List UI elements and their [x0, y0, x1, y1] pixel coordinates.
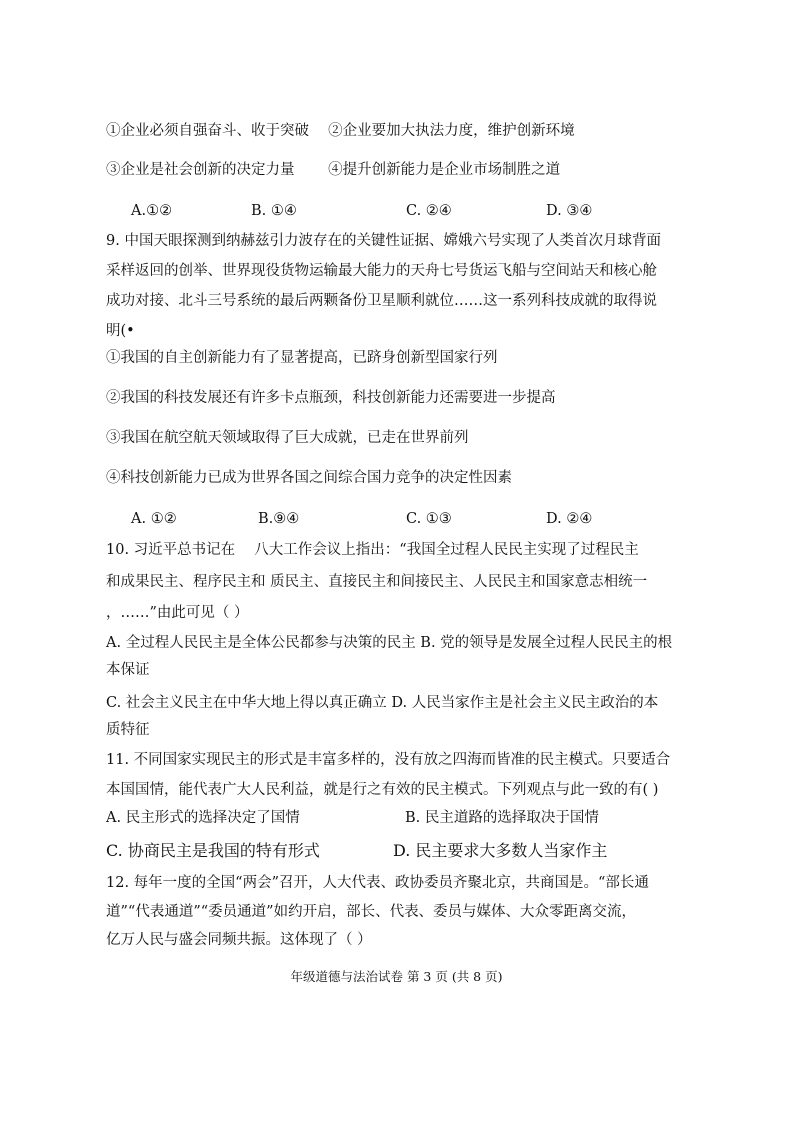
q9-statement-3: ③我国在航空航天领域取得了巨大成就，已走在世界前列 [106, 430, 469, 446]
q10-stem-line-3: ，……”由此可见（ ） [106, 605, 249, 621]
q12-stem-line-2: 道”“代表通道”“委员通道”如约开启，部长、代表、委员与媒体、大众零距离交流， [106, 904, 637, 920]
q9-stem-line-3: 成功对接、北斗三号系统的最后两颗备份卫星顺利就位……这一系列科技成就的取得说 [106, 293, 657, 309]
q10-option-line-3: C. 社会主义民主在中华大地上得以真正确立 D. 人民当家作主是社会主义民主政治的本 [106, 695, 659, 711]
q10-option-line-2: 本保证 [106, 662, 150, 678]
q9-statement-2: ②我国的科技发展还有许多卡点瓶颈，科技创新能力还需要进一步提高 [106, 390, 556, 406]
q9-stem-line-4: 明(• [106, 323, 135, 339]
q11-option-a: A. 民主形式的选择决定了国情 [106, 810, 300, 826]
q9-stem-line-2: 采样返回的创举、世界现役货物运输最大能力的天舟七号货运飞船与空间站天和核心舱 [106, 263, 657, 279]
page-footer: 年级道德与法治试卷 第 3 页 (共 8 页) [290, 969, 503, 984]
q8-statement-row-2: ③企业是社会创新的决定力量 ④提升创新能力是企业市场制胜之道 [106, 162, 561, 178]
q9-statement-4: ④科技创新能力已成为世界各国之间综合国力竞争的决定性因素 [106, 470, 512, 486]
q12-stem-line-3: 亿万人民与盛会同频共振。这体现了（ ） [106, 932, 372, 948]
q10-option-line-1: A. 全过程人民民主是全体公民都参与决策的民主 B. 党的领导是发展全过程人民民主的根 [106, 635, 673, 651]
q10-stem-line-1: 10. 习近平总书记在 八大工作会议上指出：“我国全过程人民民主实现了过程民主 [106, 542, 639, 558]
q11-option-b: B. 民主道路的选择取决于国情 [405, 810, 599, 826]
q8-option-b: B. ①④ [251, 203, 297, 219]
q11-option-c: C. 协商民主是我国的特有形式 [106, 841, 320, 860]
q9-stem-line-1: 9. 中国天眼探测到纳赫兹引力波存在的关键性证据、嫦娥六号实现了人类首次月球背面 [106, 233, 661, 249]
q11-stem-line-1: 11. 不同国家实现民主的形式是丰富多样的，没有放之四海而皆准的民主模式。只要适合 [106, 752, 671, 768]
q9-option-d: D. ②④ [546, 511, 593, 527]
q8-option-c: C. ②④ [406, 203, 452, 219]
q8-statement-row-1: ①企业必须自强奋斗、收于突破 ②企业要加大执法力度，维护创新环境 [106, 123, 575, 139]
q11-option-d: D. 民主要求大多数人当家作主 [393, 841, 608, 860]
q9-option-c: C. ①③ [406, 511, 452, 527]
q10-stem-line-2: 和成果民主、程序民主和 质民主、直接民主和间接民主、人民民主和国家意志相统一 [106, 574, 648, 590]
q9-statement-1: ①我国的自主创新能力有了显著提高，已跻身创新型国家行列 [106, 350, 498, 366]
q9-option-b: B.⑨④ [258, 511, 300, 527]
q12-stem-line-1: 12. 每年一度的全国“两会”召开，人大代表、政协委员齐聚北京，共商国是。“部长通 [106, 875, 649, 891]
q10-option-line-4: 质特征 [106, 722, 150, 738]
q9-option-a: A. ①② [131, 511, 177, 527]
q11-stem-line-2: 本国国情，能代表广大人民利益，就是行之有效的民主模式。下列观点与此一致的有( ) [106, 782, 659, 798]
q8-option-d: D. ③④ [546, 203, 593, 219]
q8-option-a: A.①② [131, 203, 173, 219]
